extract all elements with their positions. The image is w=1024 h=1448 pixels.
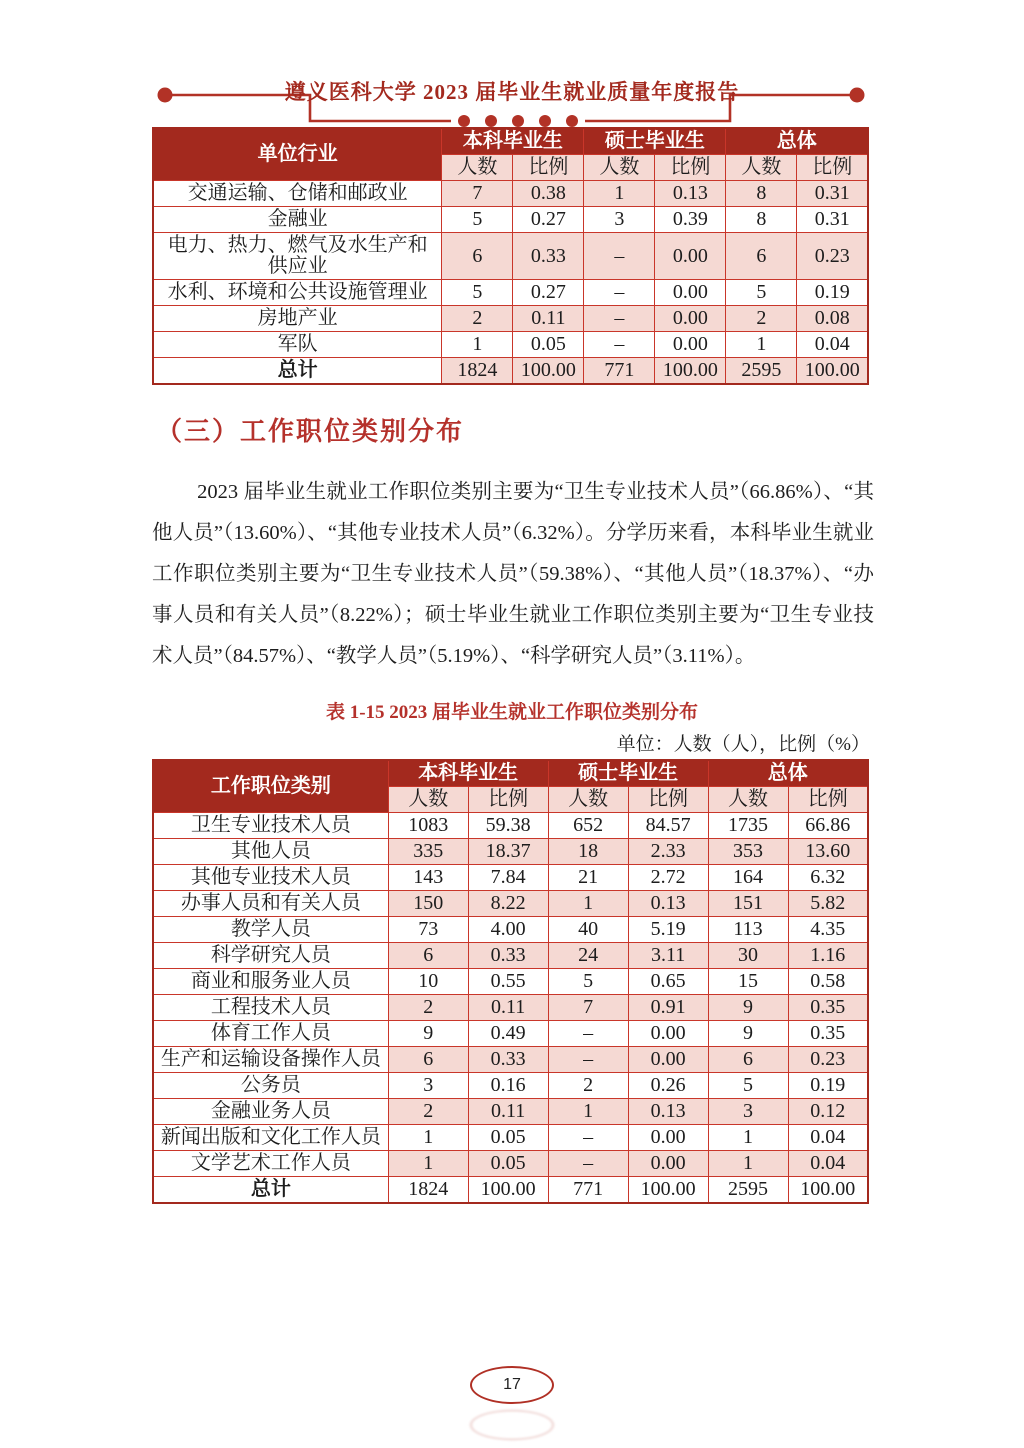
value-cell: 5	[726, 280, 797, 306]
ornament-dot	[539, 115, 551, 127]
value-cell: 0.00	[628, 1047, 708, 1073]
value-cell: 0.49	[468, 1021, 548, 1047]
value-cell: 1	[548, 1099, 628, 1125]
row-label: 金融业	[153, 207, 442, 233]
value-cell: 0.04	[797, 332, 868, 358]
report-title: 遵义医科大学 2023 届毕业生就业质量年度报告	[284, 80, 740, 104]
section-heading: （三）工作职位类别分布	[156, 417, 465, 446]
table-caption: 表 1-15 2023 届毕业生就业工作职位类别分布	[325, 702, 699, 723]
table-row	[153, 1047, 868, 1073]
value-cell: 9	[708, 995, 788, 1021]
value-cell: 0.38	[513, 181, 584, 207]
row-label: 工程技术人员	[153, 995, 388, 1021]
value-cell: 100.00	[468, 1177, 548, 1204]
value-cell: 150	[388, 891, 468, 917]
value-cell: –	[584, 332, 655, 358]
page-footer	[152, 1366, 872, 1444]
ornament-dot	[485, 115, 497, 127]
value-cell: 6.32	[788, 865, 868, 891]
value-cell: 0.65	[628, 969, 708, 995]
ornament-dot	[512, 115, 524, 127]
industry-table	[152, 127, 869, 385]
ornament-dot	[458, 115, 470, 127]
group-header-undergraduate: 本科毕业生	[388, 760, 548, 787]
row-label: 体育工作人员	[153, 1021, 388, 1047]
value-cell: 0.58	[788, 969, 868, 995]
value-cell: 0.00	[655, 280, 726, 306]
subheader-cell: 比例	[797, 155, 868, 181]
value-cell: 5	[548, 969, 628, 995]
value-cell: 0.04	[788, 1151, 868, 1177]
value-cell: 2595	[726, 358, 797, 385]
value-cell: 2	[442, 306, 513, 332]
value-cell: 1083	[388, 813, 468, 839]
value-cell: 9	[388, 1021, 468, 1047]
value-cell: 652	[548, 813, 628, 839]
value-cell: 0.13	[628, 891, 708, 917]
table-row	[153, 306, 868, 332]
value-cell: 3	[388, 1073, 468, 1099]
table-row	[153, 280, 868, 306]
table-row	[153, 1151, 868, 1177]
unit-note: 单位：人数（人），比例（%）	[616, 734, 870, 755]
value-cell: 2595	[708, 1177, 788, 1204]
table-row	[153, 1125, 868, 1151]
value-cell: 40	[548, 917, 628, 943]
value-cell: 6	[388, 1047, 468, 1073]
row-label: 金融业务人员	[153, 1099, 388, 1125]
value-cell: 0.23	[797, 233, 868, 280]
value-cell: 13.60	[788, 839, 868, 865]
row-label: 军队	[153, 332, 442, 358]
value-cell: –	[548, 1125, 628, 1151]
value-cell: 5	[442, 207, 513, 233]
table-row	[153, 233, 868, 280]
value-cell: –	[584, 306, 655, 332]
value-cell: 0.08	[797, 306, 868, 332]
value-cell: 0.11	[468, 995, 548, 1021]
body-paragraph: 2023 届毕业生就业工作职位类别主要为“卫生专业技术人员”（66.86%）、“其他人员”（13.60%）、“其他专业技术人员”（6.32%）。分学历来看，本科毕业生就业工作职位类别主要为“卫生专业技术人员”（59.38%）、“其他人员”（18.37%）、“办事人员和有关人员”（8.22%）；硕士毕业生就业工作职位类别主要为“卫生专业技术人员”（84.57%）、“教学人员”（5.19%）、“科学研究人员”（3.11%）。	[152, 481, 874, 667]
value-cell: –	[548, 1047, 628, 1073]
value-cell: 15	[708, 969, 788, 995]
value-cell: 0.35	[788, 1021, 868, 1047]
value-cell: 771	[584, 358, 655, 385]
value-cell: –	[584, 280, 655, 306]
value-cell: 1.16	[788, 943, 868, 969]
value-cell: 6	[708, 1047, 788, 1073]
table-row	[153, 207, 868, 233]
value-cell: 335	[388, 839, 468, 865]
group-header-master: 硕士毕业生	[584, 128, 726, 155]
value-cell: 18	[548, 839, 628, 865]
value-cell: 100.00	[788, 1177, 868, 1204]
subheader-cell: 人数	[388, 787, 468, 813]
value-cell: 3	[708, 1099, 788, 1125]
value-cell: 100.00	[797, 358, 868, 385]
value-cell: 3	[584, 207, 655, 233]
group-header-total: 总体	[726, 128, 868, 155]
value-cell: 0.00	[628, 1021, 708, 1047]
value-cell: 0.91	[628, 995, 708, 1021]
value-cell: 1	[708, 1151, 788, 1177]
value-cell: 0.55	[468, 969, 548, 995]
value-cell: 73	[388, 917, 468, 943]
value-cell: 0.26	[628, 1073, 708, 1099]
group-header-total: 总体	[708, 760, 868, 787]
value-cell: 0.33	[468, 943, 548, 969]
table-row	[153, 865, 868, 891]
value-cell: 151	[708, 891, 788, 917]
subheader-cell: 比例	[788, 787, 868, 813]
subheader-cell: 比例	[655, 155, 726, 181]
value-cell: 0.00	[655, 332, 726, 358]
value-cell: 353	[708, 839, 788, 865]
value-cell: 0.12	[788, 1099, 868, 1125]
value-cell: 0.35	[788, 995, 868, 1021]
value-cell: 2.33	[628, 839, 708, 865]
value-cell: 100.00	[513, 358, 584, 385]
value-cell: 0.00	[655, 233, 726, 280]
value-cell: 0.05	[468, 1151, 548, 1177]
value-cell: 0.00	[628, 1125, 708, 1151]
value-cell: 21	[548, 865, 628, 891]
value-cell: 0.13	[655, 181, 726, 207]
value-cell: 0.00	[655, 306, 726, 332]
table-row	[153, 1073, 868, 1099]
row-label: 科学研究人员	[153, 943, 388, 969]
value-cell: 5.82	[788, 891, 868, 917]
value-cell: 24	[548, 943, 628, 969]
value-cell: 2.72	[628, 865, 708, 891]
value-cell: 5	[708, 1073, 788, 1099]
value-cell: 100.00	[628, 1177, 708, 1204]
value-cell: 8	[726, 181, 797, 207]
table-row	[153, 995, 868, 1021]
value-cell: 0.19	[797, 280, 868, 306]
value-cell: 771	[548, 1177, 628, 1204]
value-cell: 8.22	[468, 891, 548, 917]
value-cell: 8	[726, 207, 797, 233]
value-cell: 1	[584, 181, 655, 207]
page-number-reflection	[470, 1410, 554, 1440]
table-row	[153, 813, 868, 839]
value-cell: 4.00	[468, 917, 548, 943]
value-cell: –	[548, 1151, 628, 1177]
row-label: 新闻出版和文化工作人员	[153, 1125, 388, 1151]
value-cell: 3.11	[628, 943, 708, 969]
subheader-cell: 人数	[442, 155, 513, 181]
table-row	[153, 181, 868, 207]
value-cell: 7.84	[468, 865, 548, 891]
table-row	[153, 1099, 868, 1125]
page-header	[0, 0, 1024, 127]
value-cell: 1	[442, 332, 513, 358]
table-row	[153, 917, 868, 943]
value-cell: 164	[708, 865, 788, 891]
value-cell: 5.19	[628, 917, 708, 943]
value-cell: 0.04	[788, 1125, 868, 1151]
value-cell: 5	[442, 280, 513, 306]
value-cell: 143	[388, 865, 468, 891]
value-cell: 0.11	[468, 1099, 548, 1125]
value-cell: 4.35	[788, 917, 868, 943]
row-label: 总计	[153, 1177, 388, 1204]
value-cell: 1	[388, 1125, 468, 1151]
value-cell: 9	[708, 1021, 788, 1047]
subheader-cell: 比例	[628, 787, 708, 813]
table-total-row	[153, 1177, 868, 1204]
header-ornament	[0, 0, 1024, 135]
subheader-cell: 人数	[708, 787, 788, 813]
ornament-dot	[566, 115, 578, 127]
row-label: 文学艺术工作人员	[153, 1151, 388, 1177]
table-row	[153, 839, 868, 865]
value-cell: 1735	[708, 813, 788, 839]
value-cell: 0.33	[468, 1047, 548, 1073]
value-cell: 6	[726, 233, 797, 280]
value-cell: 66.86	[788, 813, 868, 839]
value-cell: 0.31	[797, 207, 868, 233]
value-cell: 0.13	[628, 1099, 708, 1125]
value-cell: –	[548, 1021, 628, 1047]
value-cell: 0.23	[788, 1047, 868, 1073]
subheader-cell: 人数	[548, 787, 628, 813]
value-cell: 1824	[388, 1177, 468, 1204]
value-cell: 6	[388, 943, 468, 969]
table-row	[153, 332, 868, 358]
value-cell: 113	[708, 917, 788, 943]
row-label: 电力、热力、燃气及水生产和供应业	[153, 233, 442, 280]
row-label: 交通运输、仓储和邮政业	[153, 181, 442, 207]
table-header-row	[153, 760, 868, 787]
row-label: 教学人员	[153, 917, 388, 943]
value-cell: 2	[548, 1073, 628, 1099]
row-label: 其他人员	[153, 839, 388, 865]
value-cell: 0.33	[513, 233, 584, 280]
value-cell: 0.00	[628, 1151, 708, 1177]
value-cell: 1	[548, 891, 628, 917]
value-cell: 2	[388, 995, 468, 1021]
job-category-table	[152, 759, 869, 1204]
row-label: 水利、环境和公共设施管理业	[153, 280, 442, 306]
row-label: 公务员	[153, 1073, 388, 1099]
value-cell: 0.27	[513, 280, 584, 306]
row-label: 办事人员和有关人员	[153, 891, 388, 917]
column-header-job-category: 工作职位类别	[153, 760, 388, 813]
value-cell: 100.00	[655, 358, 726, 385]
row-label: 商业和服务业人员	[153, 969, 388, 995]
value-cell: 1	[708, 1125, 788, 1151]
row-label: 房地产业	[153, 306, 442, 332]
subheader-cell: 人数	[726, 155, 797, 181]
value-cell: –	[584, 233, 655, 280]
value-cell: 1824	[442, 358, 513, 385]
value-cell: 84.57	[628, 813, 708, 839]
value-cell: 18.37	[468, 839, 548, 865]
column-header-industry: 单位行业	[153, 128, 442, 181]
row-label: 卫生专业技术人员	[153, 813, 388, 839]
row-label: 总计	[153, 358, 442, 385]
value-cell: 7	[442, 181, 513, 207]
value-cell: 0.05	[468, 1125, 548, 1151]
value-cell: 0.11	[513, 306, 584, 332]
value-cell: 10	[388, 969, 468, 995]
group-header-master: 硕士毕业生	[548, 760, 708, 787]
value-cell: 2	[726, 306, 797, 332]
row-label: 生产和运输设备操作人员	[153, 1047, 388, 1073]
value-cell: 30	[708, 943, 788, 969]
value-cell: 1	[726, 332, 797, 358]
value-cell: 59.38	[468, 813, 548, 839]
value-cell: 1	[388, 1151, 468, 1177]
table-row	[153, 891, 868, 917]
value-cell: 6	[442, 233, 513, 280]
value-cell: 0.39	[655, 207, 726, 233]
subheader-cell: 人数	[584, 155, 655, 181]
value-cell: 2	[388, 1099, 468, 1125]
table-row	[153, 943, 868, 969]
table-row	[153, 1021, 868, 1047]
row-label: 其他专业技术人员	[153, 865, 388, 891]
subheader-cell: 比例	[468, 787, 548, 813]
table-total-row	[153, 358, 868, 385]
group-header-undergraduate: 本科毕业生	[442, 128, 584, 155]
page-number: 17	[503, 1376, 521, 1393]
table-row	[153, 969, 868, 995]
value-cell: 0.27	[513, 207, 584, 233]
value-cell: 0.19	[788, 1073, 868, 1099]
value-cell: 0.16	[468, 1073, 548, 1099]
page-number-badge	[470, 1366, 554, 1404]
value-cell: 0.05	[513, 332, 584, 358]
subheader-cell: 比例	[513, 155, 584, 181]
value-cell: 7	[548, 995, 628, 1021]
value-cell: 0.31	[797, 181, 868, 207]
